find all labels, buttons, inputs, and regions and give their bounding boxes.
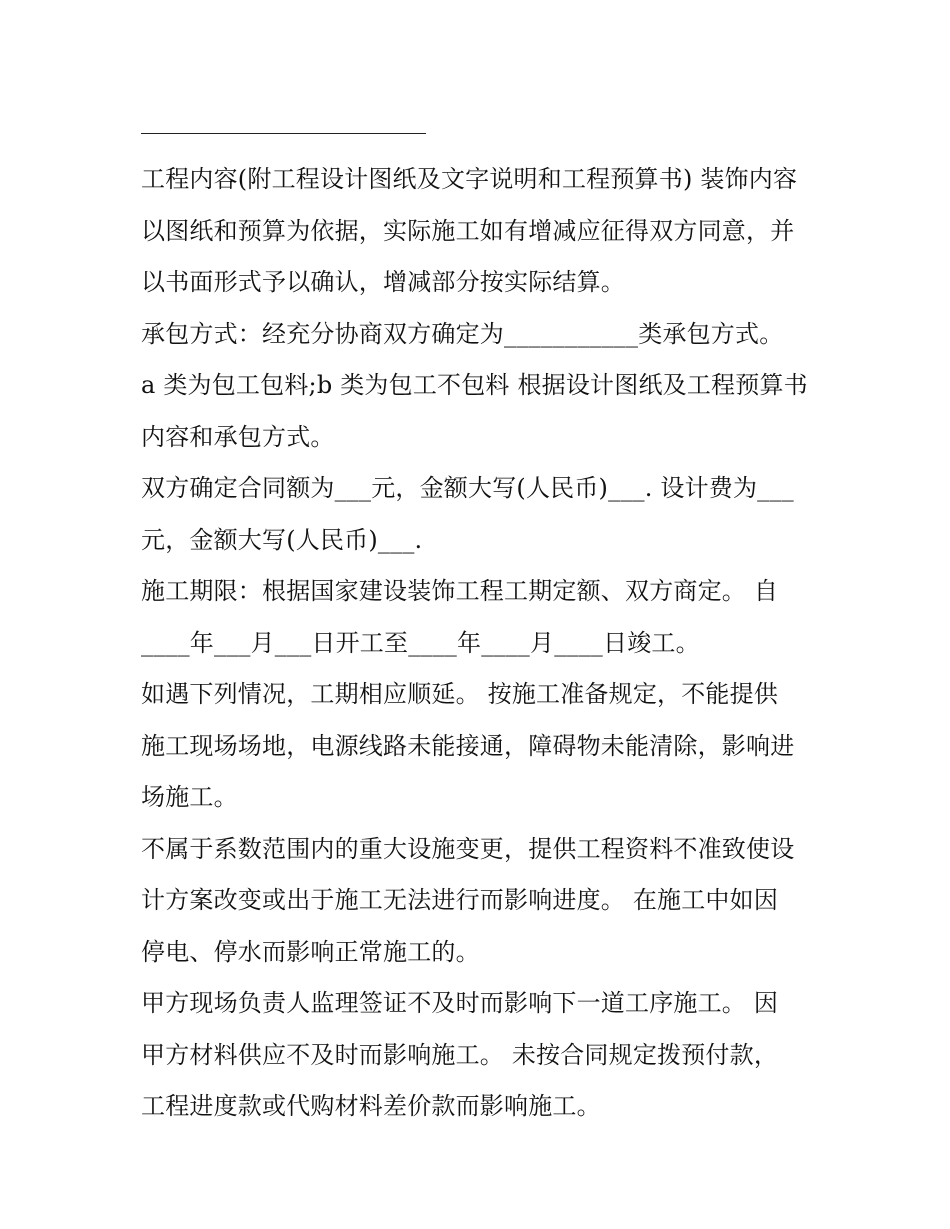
document-body	[141, 154, 821, 1133]
text-line: 施工期限：根据国家建设装饰工程工期定额、双方商定。 自	[141, 577, 779, 605]
top-divider-line	[141, 133, 426, 134]
text-line: 停电、停水而影响正常施工的。	[141, 937, 480, 966]
text-line: ____年___月___日开工至____年____月____日竣工。	[141, 628, 700, 657]
text-line: 计方案改变或出于施工无法进行而影响进度。 在施工中如因	[141, 886, 779, 914]
text-line: a 类为包工包料;b 类为包工不包料 根据设计图纸及工程预算书	[141, 371, 808, 399]
text-line: 双方确定合同额为___元，金额大写(人民币)___. 设计费为___	[141, 474, 794, 502]
text-line: 施工现场场地，电源线路未能接通，障碍物未能清除，影响进	[141, 731, 795, 760]
text-line: 以图纸和预算为依据，实际施工如有增减应征得双方同意，并	[141, 216, 795, 245]
text-line: 不属于系数范围内的重大设施变更，提供工程资料不准致使设	[141, 834, 795, 863]
text-line: 工程内容(附工程设计图纸及文字说明和工程预算书) 装饰内容	[141, 165, 798, 193]
text-line: 以书面形式予以确认，增减部分按实际结算。	[141, 268, 625, 296]
text-line: 工程进度款或代购材料差价款而影响施工。	[141, 1092, 601, 1120]
text-line: 内容和承包方式。	[141, 422, 335, 451]
text-line: 元，金额大写(人民币)___.	[141, 525, 423, 554]
text-line: 场施工。	[141, 783, 238, 811]
text-line: 承包方式：经充分协商双方确定为___________类承包方式。	[141, 319, 784, 348]
text-line: 甲方现场负责人监理签证不及时而影响下一道工序施工。 因	[141, 989, 779, 1017]
text-line: 如遇下列情况，工期相应顺延。 按施工准备规定，不能提供	[141, 680, 779, 708]
text-line: 甲方材料供应不及时而影响施工。 未按合同规定拨预付款，	[141, 1040, 779, 1069]
